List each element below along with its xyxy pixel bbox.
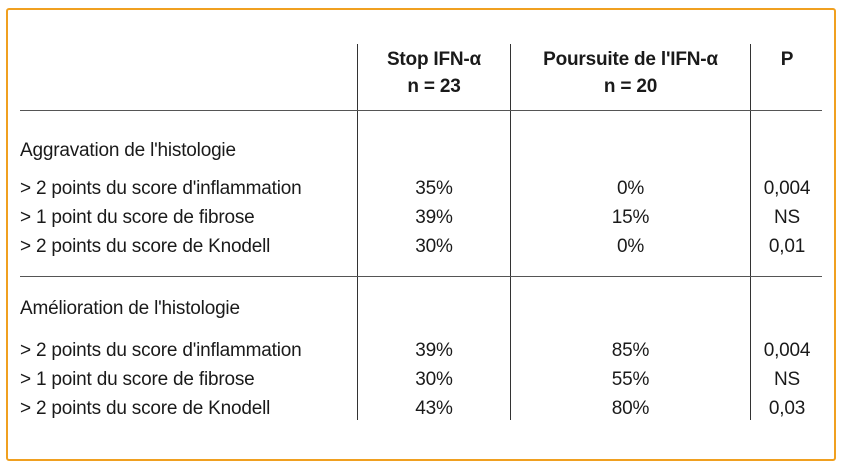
header-poursuite-ifn	[511, 46, 750, 100]
header-stop-ifn-title: Stop IFN-α	[386, 49, 482, 70]
section-title-aggravation: Aggravation de l'histologie	[20, 140, 236, 161]
row-stop-value: 39%	[415, 340, 453, 361]
row-label: > 2 points du score de Knodell	[20, 398, 271, 419]
row-stop-value: 39%	[415, 207, 453, 228]
row-p-value: NS	[774, 369, 800, 390]
row-p-value: 0,004	[763, 340, 811, 361]
header-poursuite-ifn-title: Poursuite de l'IFN-α	[543, 49, 718, 70]
row-poursuite-value: 85%	[611, 340, 650, 361]
section-title-amelioration: Amélioration de l'histologie	[20, 298, 240, 319]
column-divider	[510, 44, 511, 420]
header-poursuite-ifn-n: n = 20	[603, 76, 658, 97]
header-stop-ifn-n: n = 23	[407, 76, 461, 97]
row-p-value: 0,004	[763, 178, 811, 199]
row-p-value: NS	[774, 207, 800, 228]
row-poursuite-value: 80%	[611, 398, 650, 419]
row-stop-value: 43%	[415, 398, 453, 419]
row-label: > 2 points du score de Knodell	[20, 236, 271, 257]
column-divider	[357, 44, 358, 420]
row-poursuite-value: 15%	[611, 207, 650, 228]
row-label: > 1 point du score de fibrose	[20, 207, 255, 228]
header-separator	[20, 110, 822, 111]
row-label: > 2 points du score d'inflammation	[20, 340, 302, 361]
row-poursuite-value: 0%	[616, 178, 645, 199]
row-label: > 2 points du score d'inflammation	[20, 178, 302, 199]
row-stop-value: 30%	[415, 236, 453, 257]
column-divider	[750, 44, 751, 420]
row-stop-value: 30%	[415, 369, 453, 390]
header-p-title: P	[780, 49, 794, 70]
row-p-value: 0,01	[768, 236, 806, 257]
row-poursuite-value: 0%	[616, 236, 645, 257]
section-separator	[20, 276, 822, 277]
row-p-value: 0,03	[768, 398, 806, 419]
row-stop-value: 35%	[415, 178, 453, 199]
row-label: > 1 point du score de fibrose	[20, 369, 255, 390]
header-stop-ifn	[358, 46, 510, 100]
row-poursuite-value: 55%	[611, 369, 650, 390]
header-p-value	[751, 46, 823, 73]
